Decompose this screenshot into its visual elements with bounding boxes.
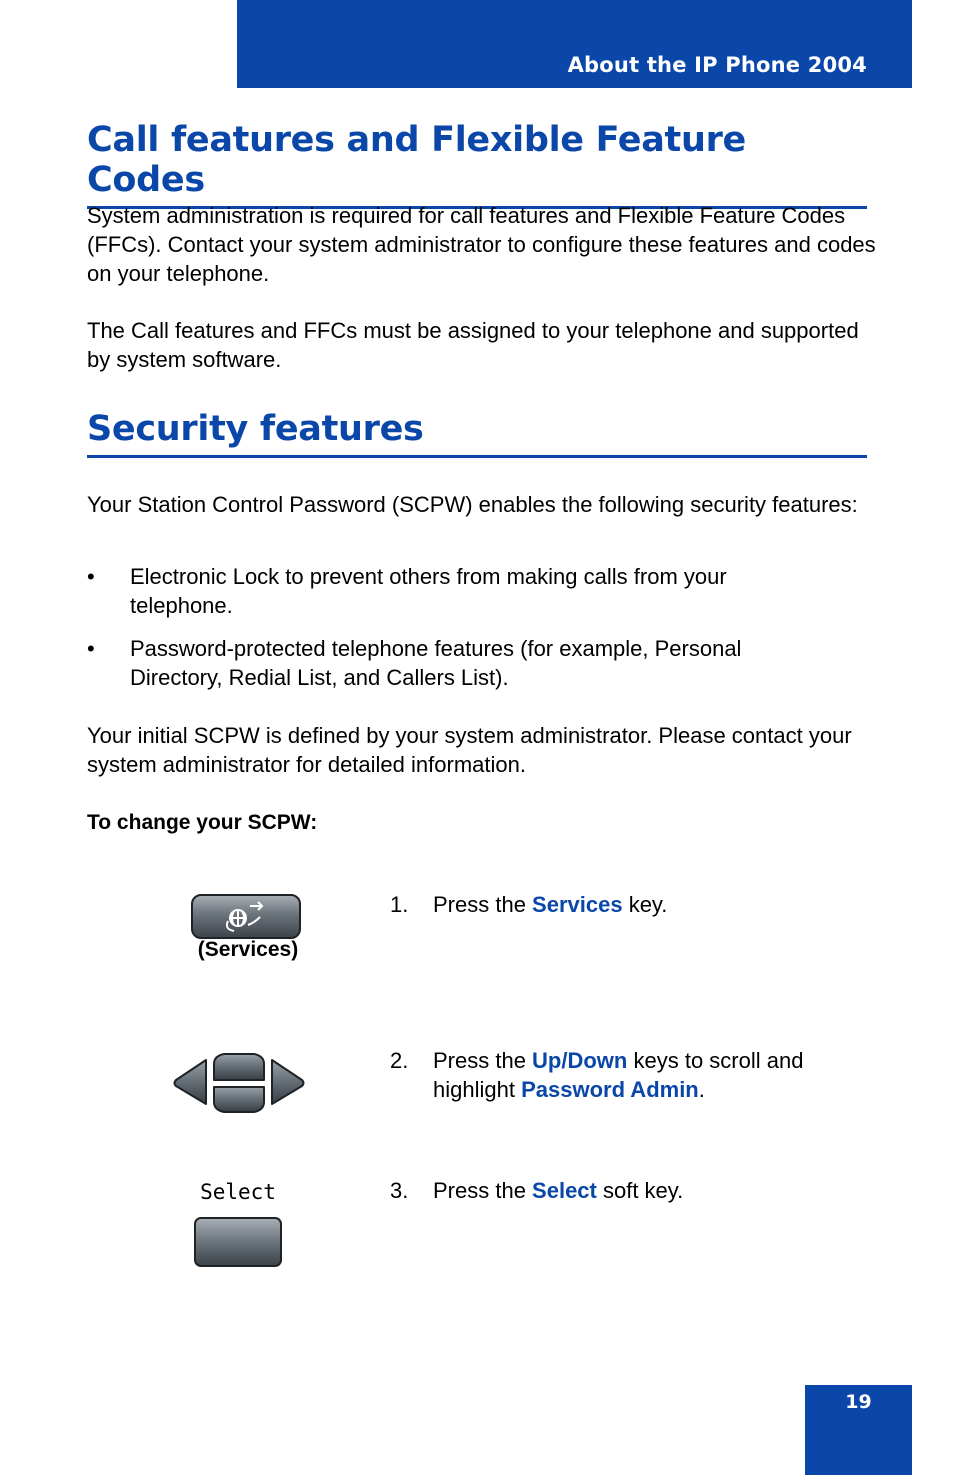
bullet-text: Electronic Lock to prevent others from making calls from your telephone. xyxy=(130,564,727,618)
procedure-title: To change your SCPW: xyxy=(87,811,318,834)
paragraph-call-features-2: The Call features and FFCs must be assigned to your telephone and supported by system software. xyxy=(87,318,859,372)
select-key-reference: Select xyxy=(532,1178,597,1203)
paragraph-scpw-info: Your initial SCPW is defined by your system administrator. Please contact your system administrator for detailed information. xyxy=(87,723,852,777)
section-heading-security: Security features xyxy=(87,409,867,458)
navigation-cluster-icon xyxy=(170,1050,308,1118)
password-admin-reference: Password Admin xyxy=(521,1077,699,1102)
section-heading-call-features: Call features and Flexible Feature Codes xyxy=(87,120,867,209)
services-key-icon xyxy=(190,893,302,941)
up-down-key-reference: Up/Down xyxy=(532,1048,628,1073)
page-number: 19 xyxy=(845,1391,872,1413)
header-title: About the IP Phone 2004 xyxy=(567,53,867,77)
soft-key-icon xyxy=(193,1216,285,1270)
step-number: 3. xyxy=(390,1178,409,1203)
step-text: Press the Up/Down keys to scroll and highlight Password Admin. xyxy=(433,1048,804,1102)
bullet-text: Password-protected telephone features (for example, Personal Directory, Redial List, and Callers List). xyxy=(130,636,742,690)
bullet-symbol: • xyxy=(87,636,95,661)
paragraph-call-features-1: System administration is required for call features and Flexible Feature Codes (FFCs). Contact your system administrator to configure these features and codes on your telephone. xyxy=(87,203,876,286)
step-text: Press the Select soft key. xyxy=(433,1178,684,1203)
services-key-reference: Services xyxy=(532,892,623,917)
services-caption: (Services) xyxy=(197,938,299,961)
header-bar xyxy=(237,0,912,88)
paragraph-security-intro: Your Station Control Password (SCPW) enables the following security features: xyxy=(87,492,858,517)
step-number: 2. xyxy=(390,1048,409,1073)
step-text: Press the Services key. xyxy=(433,892,668,917)
bullet-symbol: • xyxy=(87,564,95,589)
step-number: 1. xyxy=(390,892,409,917)
select-label: Select xyxy=(200,1180,276,1204)
footer-page-box xyxy=(805,1385,912,1475)
